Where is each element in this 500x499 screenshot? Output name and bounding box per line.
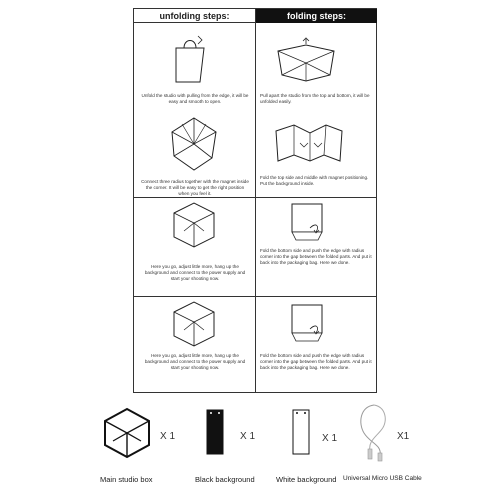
item-label: Universal Micro USB Cable	[343, 475, 422, 482]
fold-step-2-text: Fold the top side and middle with magnet positioning. Put the background inside.	[260, 175, 369, 186]
black-background-icon	[206, 409, 224, 460]
white-background-icon	[292, 409, 310, 460]
row-divider	[134, 296, 376, 297]
fold-step-3-text: Fold the bottom side and push the edge with radius corner into the gap between the folded parts. And put it back into the packaging bag. Here we done.	[260, 248, 372, 265]
unfold-step-4-text: Here you go, adjust little more, hang up the background and connect to the power supply and start your shooting now.	[144, 353, 246, 370]
unfold-step-2-text: Connect three radius together with the magnet inside the corner. It will be easy to get the right position when you feel it.	[141, 179, 249, 196]
item-label: White background	[276, 475, 337, 484]
assembled-box-illustration	[168, 201, 220, 249]
fold-bottom-illustration	[282, 202, 332, 242]
item-label: Black background	[195, 475, 255, 484]
unfold-step-3-text: Here you go, adjust little more, hang up the background and connect to the power supply and start your shooting now.	[144, 264, 246, 281]
unfolding-steps-header: unfolding steps:	[134, 9, 255, 23]
closed-pouch-illustration	[170, 34, 210, 86]
pull-apart-illustration	[270, 37, 342, 87]
fold-top-illustration	[274, 121, 344, 165]
item-quantity: X 1	[160, 431, 176, 442]
unfolding-box-illustration	[164, 114, 224, 174]
folding-steps-header: folding steps:	[256, 9, 377, 23]
item-quantity: X1	[397, 431, 410, 442]
item-label: Main studio box	[100, 475, 153, 484]
row-divider	[134, 197, 376, 198]
fold-bottom-illustration	[282, 303, 332, 343]
unfold-step-1-text: Unfold the studio with pulling from the edge, it will be easy and smooth to open.	[141, 93, 249, 104]
fold-step-4-text: Fold the bottom side and push the edge with radius corner into the gap between the folded parts. And put it back into the packaging bag. Here we done.	[260, 353, 372, 370]
column-divider	[255, 9, 256, 392]
item-quantity: X 1	[240, 431, 256, 442]
package-contents	[0, 395, 500, 499]
fold-step-1-text: Pull apart the studio from the top and bottom, it will be unfolded easily.	[260, 93, 370, 104]
usb-cable-icon	[354, 401, 394, 468]
folding-box-icon	[99, 407, 155, 464]
assembled-box-illustration	[168, 300, 220, 348]
instruction-sheet	[133, 8, 377, 393]
item-quantity: X 1	[322, 433, 338, 444]
